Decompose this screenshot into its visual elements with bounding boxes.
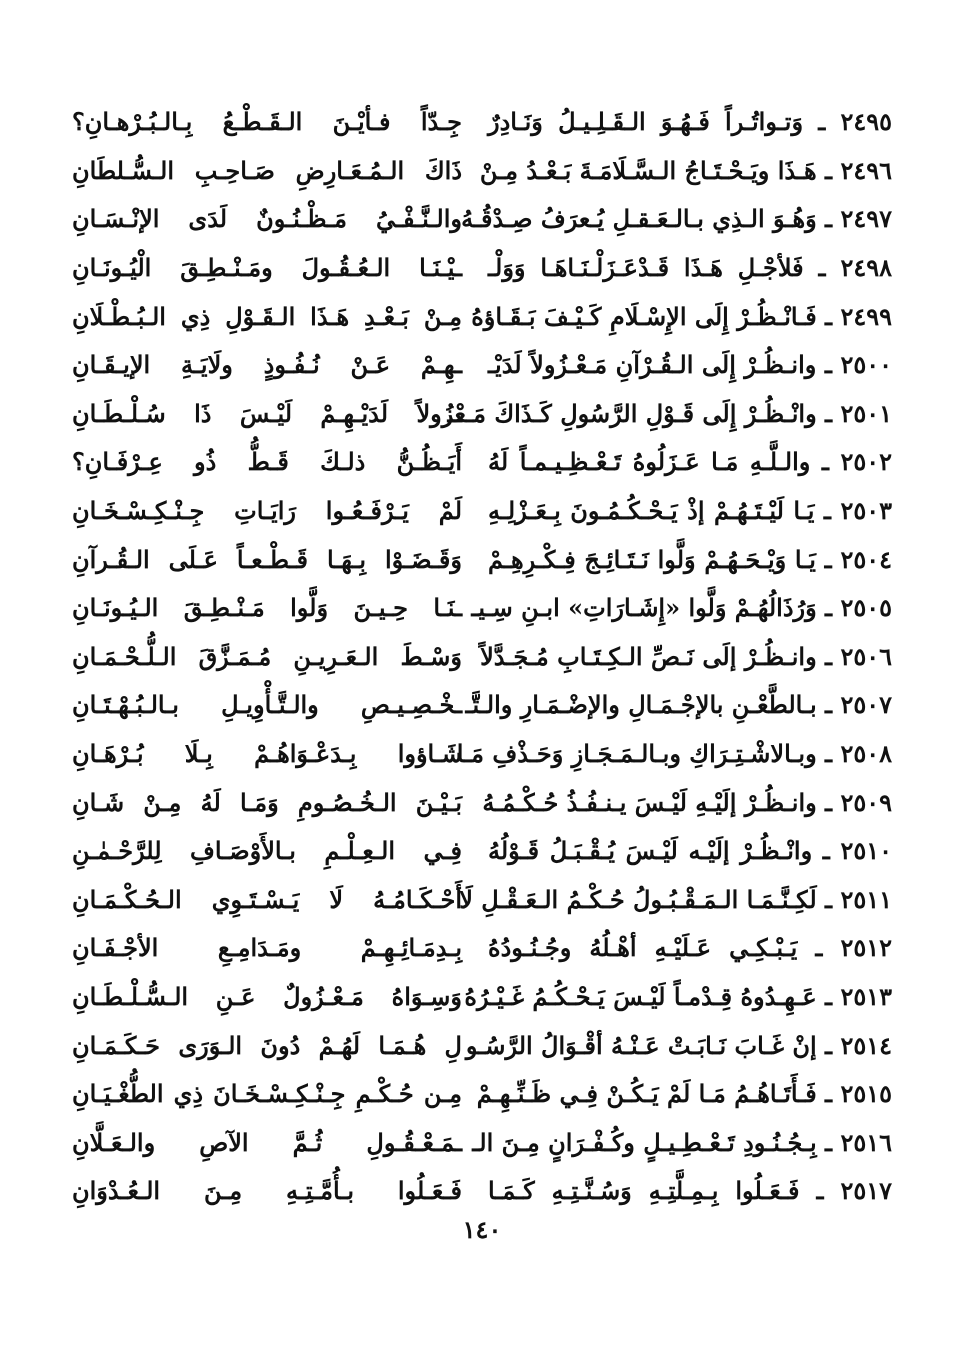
verse-line	[72, 1118, 892, 1167]
verse-first-hemistich: ٢٥١٢ ـ يَـبْـكِـي عَـلَيْـهِ أهْـلُهُ وجُـنُـودُهُ	[488, 933, 892, 963]
verse-line	[72, 778, 892, 827]
verse-first-hemistich: ٢٤٩٧ ـ وَهُـوَ الـذِي بـالـعَـقـلِ يُـعرَفُ صِـدْقُـهُ	[461, 204, 892, 234]
verse-first-hemistich: ٢٥٠١ ـ وانْـظُـرْ إِلَى قَـوْلِ الرَّسُولِ كَـذَاكَ مَـعْـ	[447, 398, 892, 428]
verse-line	[72, 1070, 892, 1119]
verse-line	[72, 487, 892, 536]
verse-second-hemistich: ـهِـمْ عَـنْ نُـفُـوذٍ ولَايَـةِ الإيـقَـانِ	[72, 350, 462, 380]
verse-line	[72, 244, 892, 293]
verse-second-hemistich: لِ هُـمَـا لَهُـمْ دُونَ الـوَرَى حَـكَـمَـانِ	[72, 1030, 462, 1060]
verse-line	[72, 1021, 892, 1070]
verse-second-hemistich: مِـن حُـكْـمِ جِـنْـكِـسْـخَـانَ ذِي الطُّغْـيَـانِ	[72, 1079, 462, 1109]
verse-first-hemistich: ٢٥١٦ ـ بِـجُـنُـودِ تَـعْـطِـيـلٍ وكُـفْـرَانٍ مِـنَ الـ	[472, 1127, 892, 1157]
page-number: ١٤٠	[462, 1215, 502, 1244]
verse-line	[72, 876, 892, 925]
verse-line	[72, 584, 892, 633]
verse-second-hemistich: ـيْـنَـا الـعُـقُـولَ ومَـنْـطِـقَ الْيُـونَـانِ	[72, 253, 462, 283]
verse-first-hemistich: ٢٥٠٢ ـ والـلَّـهِ مَـا عَـزَلُوهُ تَـعْـظِـيـمـاً لَهُ	[488, 447, 892, 477]
verse-first-hemistich: ٢٥١٣ ـ عَـهِـدُوهُ قِـدْمـاً لَيْـسَ يَـحْـكُـمُ غَـيْـرُهُ	[464, 981, 892, 1011]
verse-first-hemistich: ٢٥٠٣ ـ يَـا لَيْـتَـهُـمْ إذْ يَـحْـكُـمُـونَ بِـعَـزْلِـهِ	[488, 496, 892, 526]
verse-first-hemistich: ٢٥٠٩ ـ وانـظُـرْ إلَيْـهِ لَيْـسَ يـنـفُـذُ حُـكْـمُـهُ	[482, 787, 892, 817]
verse-line	[72, 195, 892, 244]
verse-line	[72, 827, 892, 876]
verse-second-hemistich: جِـدّاً فـأيْـنَ الـقَـطْـعُ بِـالـبُـرْهـانِ؟	[72, 107, 462, 137]
verse-second-hemistich: وَسِـوَاهُ مَـعْـزُولٌ عَـنِ الـسُّـلْـطَـانِ	[72, 981, 462, 1011]
verse-line	[72, 633, 892, 682]
verse-first-hemistich: ٢٥٠٥ ـ وَرُذَالُهُـمْ وَلَّوا «إِشَـارَاتِ» ابـنِ سِـيـ	[471, 593, 892, 623]
verse-second-hemistich: شَـاؤوا بِـدَعْـوَاهُـمْ بِـلَا بُـرْهَـانِ	[72, 739, 462, 769]
verse-line	[72, 730, 892, 779]
verse-second-hemistich: ـخْـصِـيـصِ والـتَّـأْوِيـلِ بـالـبُـهْـتَـانِ	[72, 690, 462, 720]
verse-first-hemistich: ٢٤٩٦ ـ هَـذَا ويَـحْـتَـاجُ الـسَّـلَامَـةَ بَـعْـدُ مِـنْ	[479, 155, 892, 185]
verse-line	[72, 98, 892, 147]
verse-first-hemistich: ٢٥٠٤ ـ يَـا وَيْـحَـهُـمْ وَلَّوا نَـتَـائِـجَ فِـكْـرِهِـمْ	[488, 544, 892, 574]
verse-first-hemistich: ٢٥٠٠ ـ وانـظُـرْ إِلَى الـقُـرْآنِ مَـعْـزُولاً لَدَيْـ	[488, 350, 892, 380]
verse-first-hemistich: ٢٥١٠ ـ وانْـظُـرْ إلَيْـه لَيْـسَ يُـقْـبَـلُ قَـوْلُهُ	[488, 836, 892, 866]
verse-line	[72, 973, 892, 1022]
verse-first-hemistich: ٢٥١٤ ـ إنْ غَـابَ نَـابَـتْ عَـنْـهُ أقْـوَالُ الرَّسُـو	[465, 1030, 892, 1060]
verse-first-hemistich: ٢٤٩٩ ـ فَـانْـظُـرْ إِلَى الإِسْـلَامِ كَـيْـفَ بَـقَـاؤهُ	[471, 301, 892, 331]
verse-line	[72, 341, 892, 390]
verse-second-hemistich: مِـنْ بَـعْـدِ هَـذَا الـقَـوْلِ ذِي الـبُـطْـلَانِ	[72, 301, 462, 331]
verse-first-hemistich: ٢٥٠٨ ـ وبـالاشْـتِـرَاكِ وبـالـمَـجَـازِ وَحَـذْفِ مَـا	[456, 739, 892, 769]
verse-line	[72, 390, 892, 439]
verse-line	[72, 924, 892, 973]
verse-line	[72, 1167, 892, 1216]
verse-second-hemistich: لَمْ يَـرْفَـعُـوا رَايَـاتِ جِـنْـكِـسْـخَـانِ	[72, 496, 462, 526]
verse-second-hemistich: ـمَـعْـقُـولِ ثُـمَّ الآصِ والـعَـلَّانِ	[72, 1127, 462, 1157]
poem-verses	[72, 98, 892, 1216]
verse-second-hemistich: فِـي الـعِـلْـمِ بـالأَوْصَـافِ لِلرَّحْـمٰـنِ	[72, 836, 462, 866]
verse-line	[72, 681, 892, 730]
verse-line	[72, 438, 892, 487]
verse-second-hemistich: فَـعَـلُوا بـأُمَّـتِـهِ مِـنَ الـعُـدْوَانِ	[72, 1176, 462, 1206]
verse-second-hemistich: بِـدِمَـائِـهِـمْ ومَـدَامِـعِ الأجْـفَـانِ	[72, 933, 462, 963]
verse-first-hemistich: ٢٤٩٥ ـ وَتـواتُـراً فَـهُـوَ الـقَـلِـيـلُ وَنَـادِرٌ	[488, 107, 892, 137]
verse-line	[72, 535, 892, 584]
verse-second-hemistich: وَسْـطَ الـعَـرِيـنِ مُـمَـزَّقَ الـلُّـحْـمَـانِ	[72, 641, 462, 671]
verse-line	[72, 292, 892, 341]
verse-first-hemistich: ٢٥١٧ ـ فَـعَـلُوا بِـمِـلَّتِـهِ وَسُـنَّـتِـهِ كَـمَـا	[488, 1176, 892, 1206]
verse-first-hemistich: ٢٥١١ ـ لَكِـنَّـمَـا الـمَـقْـبُـولُ حُـكْـمُ الـعَـقْـلِ لَا	[459, 884, 892, 914]
verse-second-hemistich: ـزُولاً لَدَيْـهِـمْ لَيْـسَ ذَا سُـلْـطَـانِ	[72, 398, 462, 428]
verse-second-hemistich: أَحْـكَـامُـهُ لَا يَـسْـتَـوِي الـحُـكْـمَـانِ	[72, 884, 462, 914]
verse-second-hemistich: ـنَـا حِـيـنَ وَلَّوا مَـنْـطِـقَ الـيُـونَـانِ	[72, 593, 462, 623]
verse-first-hemistich: ٢٥٠٦ ـ وانـظُـرْ إلَى نَـصِّ الـكِـتَـابِ مُـجَـدَّلاً	[480, 641, 892, 671]
verse-second-hemistich: وَقَـضَـوْا بِـهَـا قَـطْـعـاً عَـلَى الـقُـرآنِ	[72, 544, 462, 574]
verse-line	[72, 147, 892, 196]
verse-second-hemistich: والـنَّـفْـيُ مَـظْـنُـونٌ لَدَى الإنْـسَـانِ	[72, 204, 462, 234]
verse-second-hemistich: بَـيْـنَ الـخُـصُـومِ وَمَـا لَهُ مِـنْ شَـانِ	[72, 787, 462, 817]
verse-first-hemistich: ٢٥٠٧ ـ بـالطَّعْـنِ بالإجْـمَـالِ والإضْـمَـارِ والـتَّـ	[465, 690, 892, 720]
verse-second-hemistich: أَيَـظُـنُّ ذلـكَ قَـطُّ ذُو عِـرْفَـانِ؟	[72, 447, 462, 477]
verse-first-hemistich: ٢٤٩٨ ـ فَلأجْـلِ هَـذَا قَـدْعَـزَلْـنَـاهَـا وَوَلْـ	[488, 253, 892, 283]
verse-second-hemistich: ذَاكَ الـمُـعَـارِضِ صَـاحِـبِ الـسُّـلطَانِ	[72, 155, 462, 185]
verse-first-hemistich: ٢٥١٥ ـ فَـأَتَـاهُـمُ مَـا لَمْ يَـكُـنْ فِـي ظَـنِّـهِـمْ	[476, 1079, 892, 1109]
